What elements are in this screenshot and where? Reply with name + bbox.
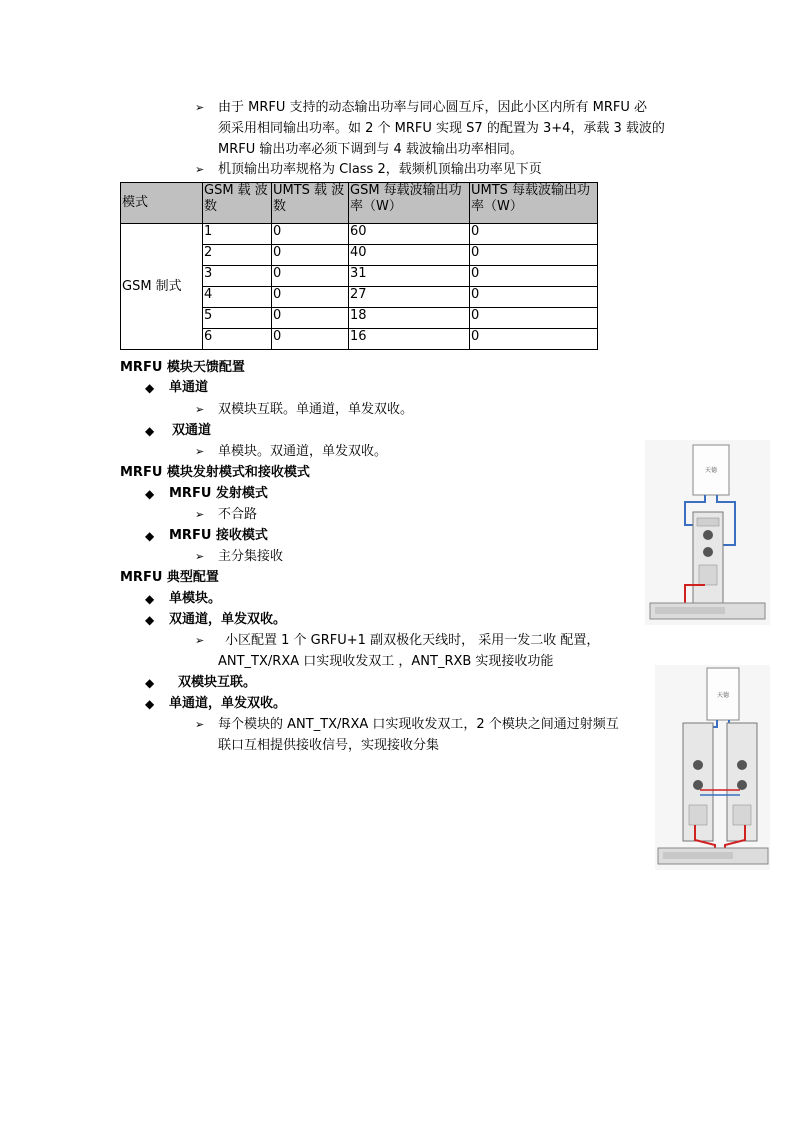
table-cell: 0 <box>272 329 349 350</box>
list-item: MRFU 接收模式 <box>169 528 268 543</box>
arrow-bullet-icon: ➢ <box>195 445 205 458</box>
list-item: 单通道，单发双收。 <box>169 696 287 711</box>
antenna-label: 天德 <box>704 467 718 474</box>
table-cell: 60 <box>349 224 470 245</box>
table-cell: 4 <box>203 287 272 308</box>
header-cell: UMTS 每载波输出功 率（W） <box>470 183 598 224</box>
list-item: 双通道，单发双收。 <box>169 612 287 627</box>
list-subitem: ANT_TX/RXA 口实现收发双工 ，ANT_RXB 实现接收功能 <box>218 654 554 669</box>
list-subitem: 主分集接收 <box>218 549 284 564</box>
arrow-bullet-icon: ➢ <box>195 634 205 647</box>
header-cell: GSM 载 波 数 <box>203 183 272 224</box>
table-cell: 40 <box>349 245 470 266</box>
table-cell: 0 <box>470 329 598 350</box>
dual-module-diagram <box>655 665 770 870</box>
diamond-bullet-icon: ◆ <box>145 592 155 606</box>
table-cell: 27 <box>349 287 470 308</box>
header-cell: 模式 <box>121 183 203 224</box>
list-item: 单模块。 <box>169 591 222 606</box>
diamond-bullet-icon: ◆ <box>145 529 155 543</box>
arrow-bullet-icon: ➢ <box>195 101 205 114</box>
table-header-row <box>121 183 598 224</box>
bullet-text: 由于 MRFU 支持的动态输出功率与同心圆互斥，因此小区内所有 MRFU 必 <box>218 100 648 115</box>
list-subitem: 不合路 <box>218 507 258 522</box>
table-cell: 0 <box>470 245 598 266</box>
header-cell: GSM 每载波输出功 率（W） <box>349 183 470 224</box>
list-subitem: 双模块互联。单通道，单发双收。 <box>218 402 414 417</box>
arrow-bullet-icon: ➢ <box>195 403 205 416</box>
diamond-bullet-icon: ◆ <box>145 381 155 395</box>
diamond-bullet-icon: ◆ <box>145 697 155 711</box>
arrow-bullet-icon: ➢ <box>195 550 205 563</box>
table-cell: 0 <box>272 224 349 245</box>
table-row <box>121 224 598 245</box>
table-cell: 0 <box>272 245 349 266</box>
table-cell: 5 <box>203 308 272 329</box>
table-cell: 16 <box>349 329 470 350</box>
table-cell: 3 <box>203 266 272 287</box>
diamond-bullet-icon: ◆ <box>145 676 155 690</box>
arrow-bullet-icon: ➢ <box>195 163 205 176</box>
table-cell: 0 <box>272 287 349 308</box>
diamond-bullet-icon: ◆ <box>145 487 155 501</box>
bullet-text: 须采用相同输出功率。如 2 个 MRFU 实现 S7 的配置为 3+4，承载 3 载波的 <box>218 121 665 136</box>
table-cell: 0 <box>470 224 598 245</box>
table-cell: 18 <box>349 308 470 329</box>
diamond-bullet-icon: ◆ <box>145 424 155 438</box>
list-subitem: 每个模块的 ANT_TX/RXA 口实现收发双工，2 个模块之间通过射频互 <box>218 717 619 732</box>
table-cell: 2 <box>203 245 272 266</box>
arrow-bullet-icon: ➢ <box>195 508 205 521</box>
list-subitem: 小区配置 1 个 GRFU+1 副双极化天线时， 采用一发二收 配置， <box>225 633 600 648</box>
table-cell: 0 <box>470 308 598 329</box>
power-table <box>120 182 598 350</box>
section-title: MRFU 模块天馈配置 <box>120 360 245 375</box>
table-cell: 0 <box>470 287 598 308</box>
list-subitem: 联口互相提供接收信号，实现接收分集 <box>218 738 440 753</box>
list-item: MRFU 发射模式 <box>169 486 268 501</box>
diamond-bullet-icon: ◆ <box>145 613 155 627</box>
bullet-text: MRFU 输出功率必须下调到与 4 载波输出功率相同。 <box>218 142 523 157</box>
table-cell: 31 <box>349 266 470 287</box>
table-cell: 0 <box>272 266 349 287</box>
bullet-text: 机顶输出功率规格为 Class 2，载频机顶输出功率见下页 <box>218 162 542 177</box>
list-item: 单通道 <box>169 380 209 395</box>
list-item: 双通道 <box>172 423 212 438</box>
list-subitem: 单模块。双通道，单发双收。 <box>218 444 388 459</box>
section-title: MRFU 模块发射模式和接收模式 <box>120 465 310 480</box>
table-cell: 0 <box>272 308 349 329</box>
table-cell: 0 <box>470 266 598 287</box>
table-cell: 6 <box>203 329 272 350</box>
section-title: MRFU 典型配置 <box>120 570 219 585</box>
header-cell: UMTS 载 波 数 <box>272 183 349 224</box>
table-cell: 1 <box>203 224 272 245</box>
list-item: 双模块互联。 <box>178 675 257 690</box>
single-module-diagram <box>645 440 770 625</box>
mode-cell: GSM 制式 <box>121 224 203 350</box>
arrow-bullet-icon: ➢ <box>195 718 205 731</box>
antenna-label: 天德 <box>716 692 730 699</box>
